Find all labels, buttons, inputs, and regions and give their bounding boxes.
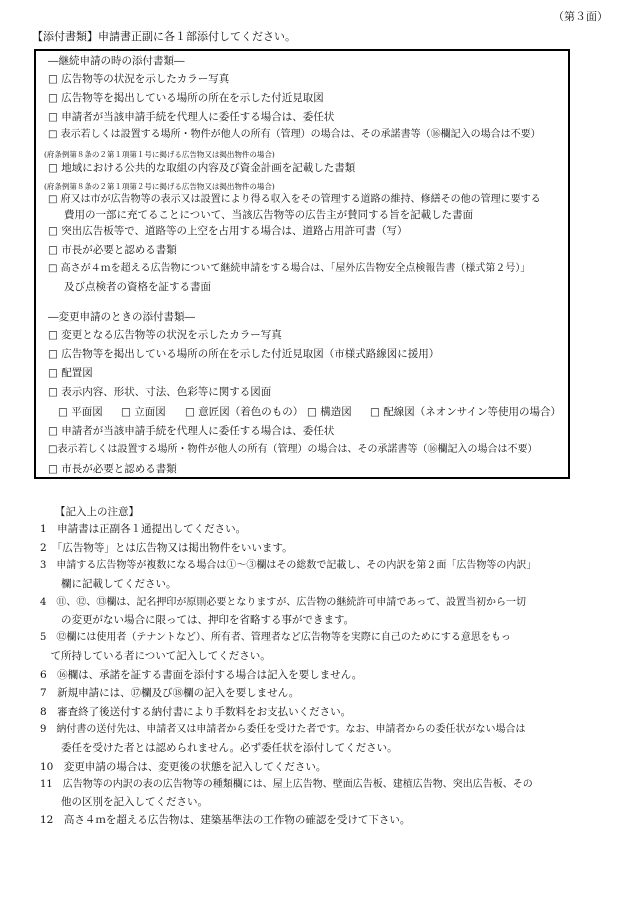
s1-item-9-line2: 及び点検者の資格を証する書面 [64, 281, 211, 293]
s2-item-3: □ 配置図 [48, 367, 93, 379]
ordinance-note-1: (府条例第８条の２第１項第１号に掲げる広告物又は掲出物件の場合) [44, 150, 275, 159]
s2-item-7: □ 市長が必要と認める書類 [48, 463, 177, 475]
drawing-elevation: □ 立面図 [121, 406, 166, 418]
s2-item-5: □ 申請者が当該申請手続を代理人に委任する場合は、委任状 [48, 425, 335, 437]
s1-item-5: □ 地域における公共的な取組の内容及び資金計画を記載した書類 [48, 162, 356, 174]
note-line: 9 納付書の送付先は、申請者又は申請者から委任を受けた者です。なお、申請者からの委任状がない場合は [40, 724, 526, 735]
s2-item-6: □表示若しくは設置する場所・物件が他人の所有（管理）の場合は、その承諾書等（⑯欄記入の場合は不要） [48, 444, 538, 455]
note-line: 8 審査終了後送付する納付書により手数料をお支払いください。 [40, 706, 352, 718]
s2-item-1: □ 変更となる広告物等の状況を示したカラー写真 [48, 329, 282, 341]
s1-item-9-line1: □ 高さが４ｍを超える広告物について継続申請をする場合は、「屋外広告物安全点検報告書（様式第２号）」 [48, 263, 531, 274]
note-line: 2 「広告物等」とは広告物又は掲出物件をいいます。 [40, 542, 293, 554]
note-line: 1 申請書は正副各１通提出してください。 [40, 523, 247, 535]
note-line: 他の区別を記入してください。 [40, 796, 208, 808]
section1-title: ―継続申請の時の添付書類― [48, 55, 185, 67]
s2-item-2: □ 広告物等を掲出している場所の所在を示した付近見取図（市様式路線図に援用） [48, 348, 440, 360]
page-number: （第３面） [553, 10, 608, 23]
note-line: 委任を受けた者とは認められません。必ず委任状を添付してください。 [40, 742, 398, 754]
notes-title: 【記入上の注意】 [55, 506, 139, 518]
s1-item-4: □ 表示若しくは設置する場所・物件が他人の所有（管理）の場合は、その承諾書等（⑯欄記入の場合は不要） [48, 129, 541, 140]
note-line: 10 変更申請の場合は、変更後の状態を記入してください。 [40, 761, 327, 773]
section2-title: ―変更申請のときの添付書類― [48, 311, 195, 323]
s1-item-2: □ 広告物等を掲出している場所の所在を示した付近見取図 [48, 92, 324, 104]
note-line: 11 広告物等の内訳の表の広告物等の種類欄には、屋上広告物、壁面広告板、建植広告物、突出広告板、その [40, 779, 533, 790]
s1-item-7: □ 突出広告板等で、道路等の上空を占用する場合は、道路占用許可書（写） [48, 225, 408, 237]
s1-item-1: □ 広告物等の状況を示したカラー写真 [48, 73, 230, 85]
s1-item-3: □ 申請者が当該申請手続を代理人に委任する場合は、委任状 [48, 111, 335, 123]
s1-item-8: □ 市長が必要と認める書類 [48, 244, 177, 256]
drawing-design: □ 意匠図（着色のもの） [185, 406, 304, 418]
note-line: 6 ⑯欄は、承諾を証する書面を添付する場合は記入を要しません。 [40, 669, 363, 681]
note-line: 5 ⑫欄には使用者（テナントなど）、所有者、管理者など広告物等を実際に自己のためにする意思をもっ [40, 632, 511, 643]
drawing-plan: □ 平面図 [58, 406, 103, 418]
note-line: の変更がない場合に限っては、押印を省略する事ができます。 [40, 614, 355, 626]
note-line: て所持している者について記入してください。 [40, 650, 271, 662]
note-line: 12 高さ４ｍを超える広告物は、建築基準法の工作物の確認を受けて下さい。 [40, 814, 411, 826]
note-line: 3 申請する広告物等が複数になる場合は①～③欄はその総数で記載し、その内訳を第２面「広告物等の内訳」 [40, 560, 537, 571]
note-line: 4 ⑪、⑫、⑬欄は、記名押印が原則必要となりますが、広告物の継続許可申請であって、設置当初から一切 [40, 597, 527, 608]
s2-item-4: □ 表示内容、形状、寸法、色彩等に関する図面 [48, 386, 272, 398]
drawing-wiring: □ 配線図（ネオンサイン等使用の場合） [370, 406, 562, 418]
note-line: 7 新規申請には、⑰欄及び⑱欄の記入を要しません。 [40, 687, 300, 699]
attachments-header: 【添付書類】申請書正副に各１部添付してください。 [32, 30, 296, 43]
drawing-structure: □ 構造図 [307, 406, 352, 418]
s1-item-6-line1: □ 府又は市が広告物等の表示又は設置により得る収入をその管理する道路の維持、修繕その他の管理に要する [48, 194, 541, 205]
note-line: 欄に記載してください。 [40, 578, 177, 590]
s1-item-6-line2: 費用の一部に充てることについて、当該広告物等の広告主が賛同する旨を記載した書面 [64, 209, 474, 221]
ordinance-note-2: (府条例第８条の２第１項第２号に掲げる広告物又は掲出物件の場合) [44, 182, 275, 191]
